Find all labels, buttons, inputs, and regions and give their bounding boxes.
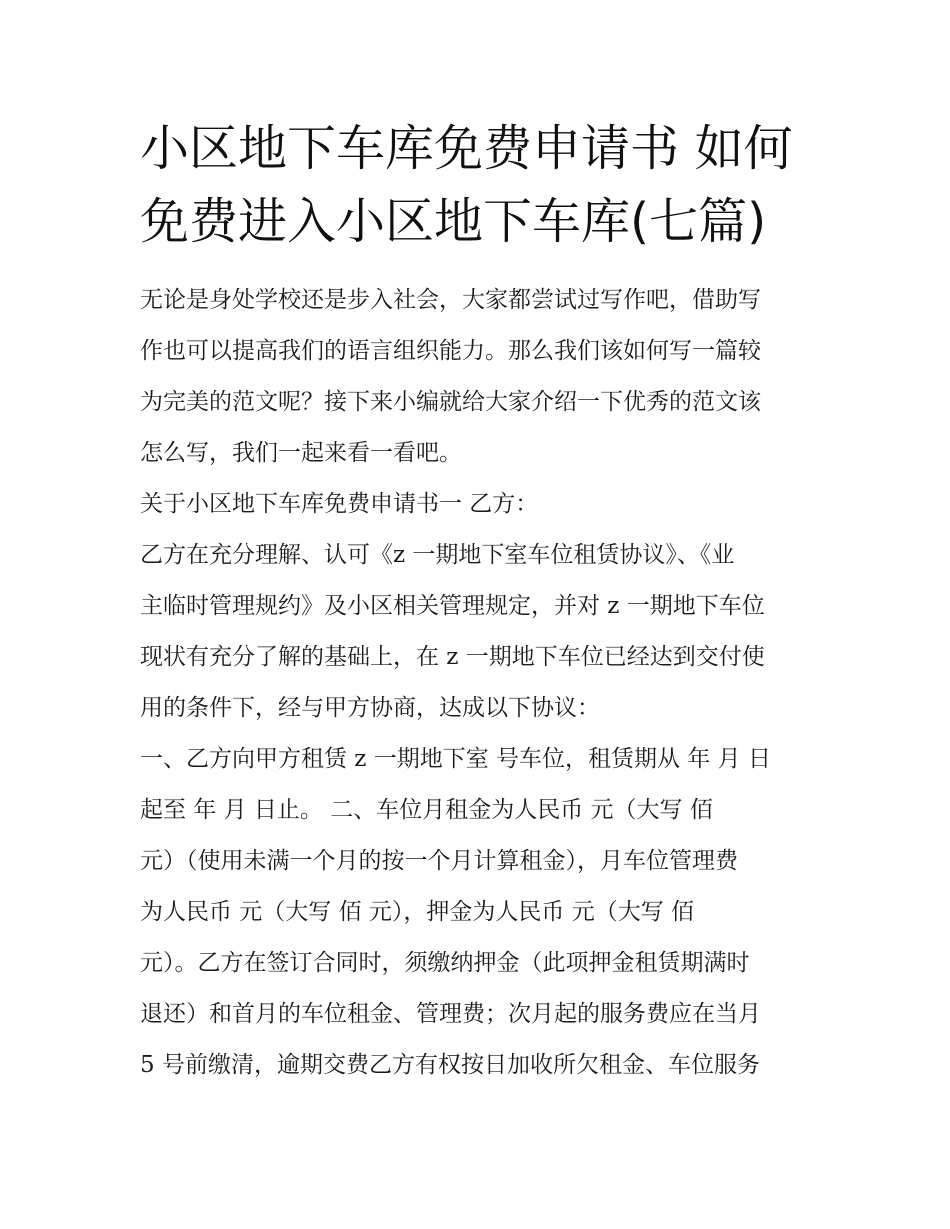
- section-heading-line: 关于小区地下车库免费申请书一 乙方：: [140, 491, 539, 517]
- paragraph-line: 现状有充分了解的基础上，在 z 一期地下车位已经达到交付使: [140, 644, 765, 670]
- paragraph-line: 用的条件下，经与甲方协商，达成以下协议：: [140, 695, 600, 721]
- document-title: [140, 112, 830, 258]
- paragraph-line: 元）。乙方在签订合同时，须缴纳押金（此项押金租赁期满时: [140, 950, 750, 976]
- paragraph-line: 为完美的范文呢？接下来小编就给大家介绍一下优秀的范文该: [140, 389, 761, 415]
- paragraph-line: 退还）和首月的车位租金、管理费；次月起的服务费应在当月: [140, 1001, 761, 1027]
- paragraph-line: 元）（使用未满一个月的按一个月计算租金），月车位管理费: [140, 848, 738, 874]
- title-line: 免费进入小区地下车库(七篇): [140, 193, 767, 250]
- paragraph-line: 5 号前缴清，逾期交费乙方有权按日加收所欠租金、车位服务: [140, 1052, 760, 1078]
- paragraph-line: 无论是身处学校还是步入社会，大家都尝试过写作吧，借助写: [140, 287, 761, 313]
- paragraph-line: 怎么写，我们一起来看一看吧。: [140, 440, 462, 466]
- paragraph-line: 一、乙方向甲方租赁 z 一期地下室 号车位，租赁期从 年 月 日: [140, 746, 771, 772]
- paragraph-line: 乙方在充分理解、认可《z 一期地下室车位租赁协议》、《业: [140, 542, 735, 568]
- paragraph-line: 为人民币 元（大写 佰 元），押金为人民币 元（大写 佰: [140, 899, 695, 925]
- paragraph-line: 作也可以提高我们的语言组织能力。那么我们该如何写一篇较: [140, 338, 761, 364]
- paragraph-line: 主临时管理规约》及小区相关管理规定，并对 z 一期地下车位: [140, 593, 765, 619]
- title-line: 小区地下车库免费申请书 如何: [140, 120, 793, 177]
- paragraph-line: 起至 年 月 日止。 二、车位月租金为人民币 元（大写 佰: [140, 797, 713, 823]
